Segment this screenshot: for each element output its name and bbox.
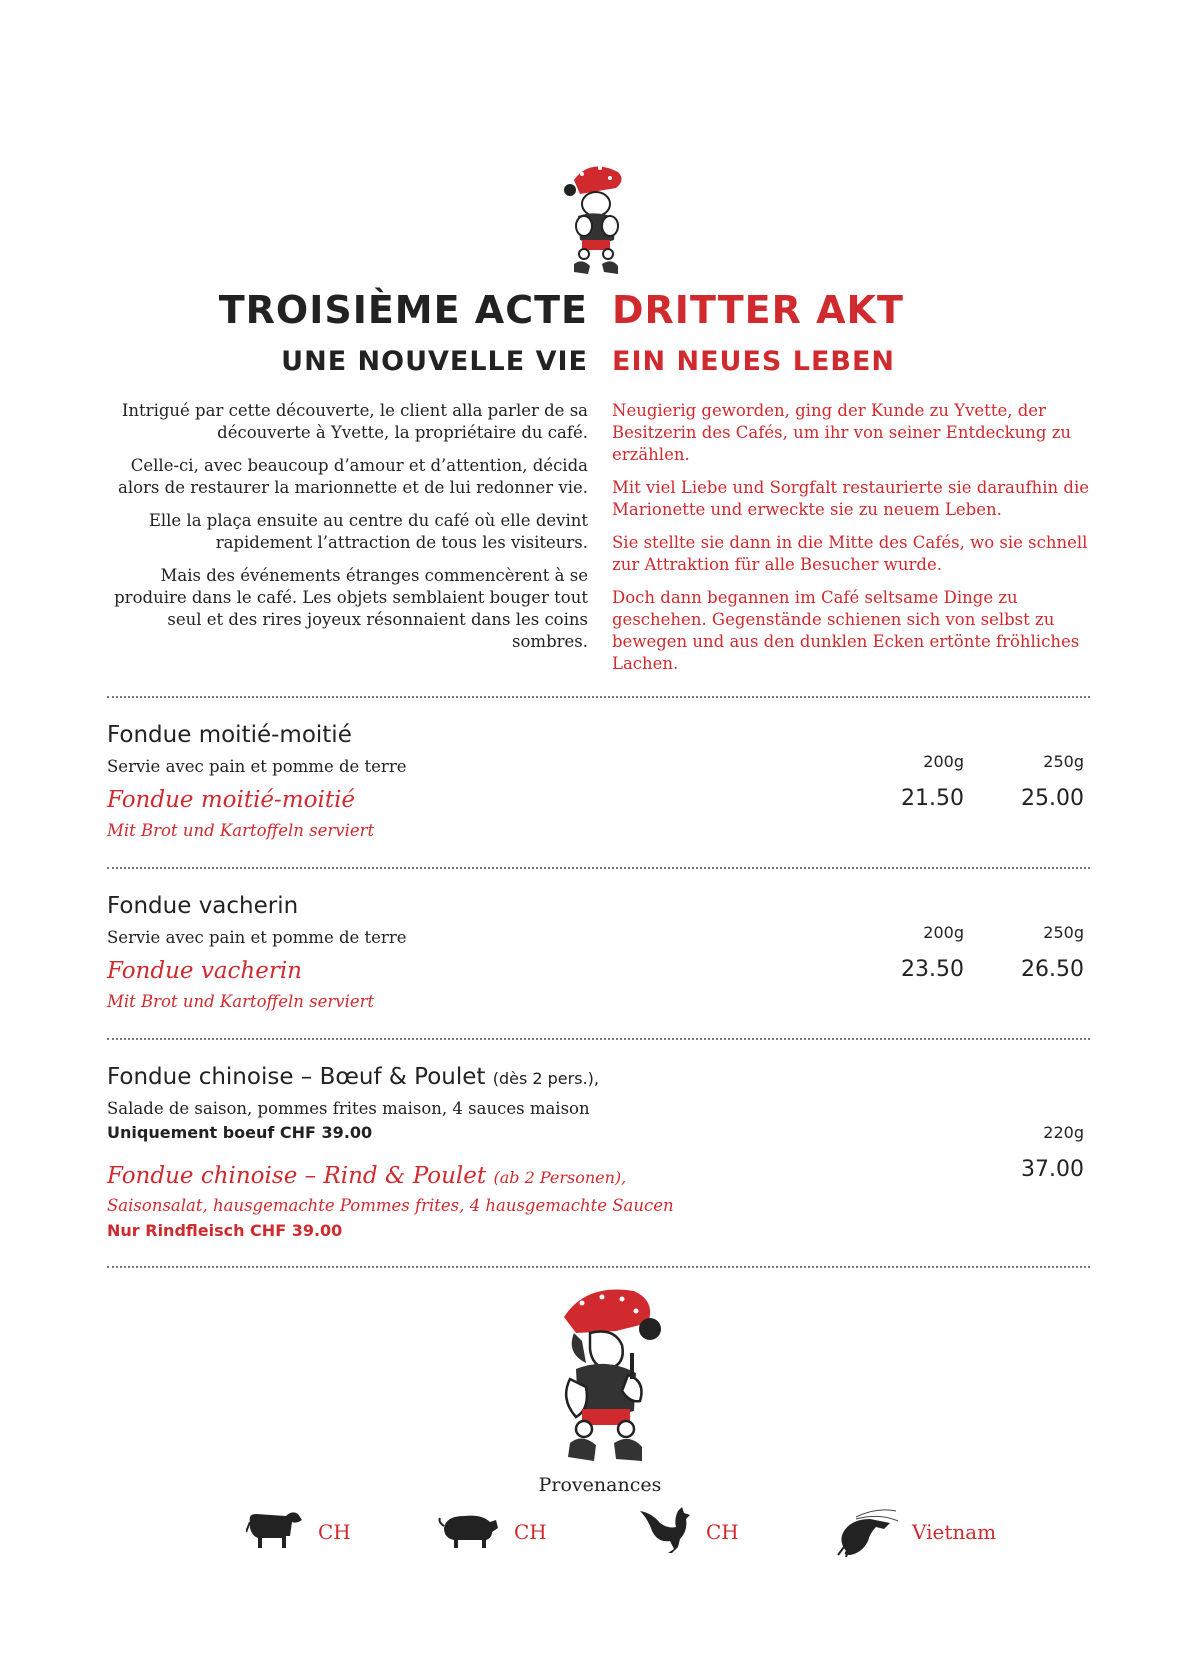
item-name-fr-note: (dès 2 pers.), bbox=[492, 1069, 599, 1088]
pig-icon bbox=[438, 1510, 500, 1554]
story-fr bbox=[96, 400, 588, 664]
title-fr: TROISIÈME ACTE bbox=[218, 288, 588, 332]
story-fr-paragraph: Celle-ci, avec beaucoup d’amour et d’attention, décida alors de restaurer la marionnette et de lui redonner vie. bbox=[118, 456, 588, 497]
subtitle-de: EIN NEUES LEBEN bbox=[612, 346, 896, 377]
shrimp-icon bbox=[836, 1503, 898, 1561]
size-label: 250g bbox=[1043, 923, 1084, 942]
origin-text: CH bbox=[318, 1520, 351, 1544]
item-name-de-text: Fondue chinoise – Rind & Poulet bbox=[107, 1163, 487, 1189]
divider bbox=[107, 1266, 1090, 1268]
item-name-fr bbox=[107, 1064, 599, 1090]
item-note-fr: Uniquement boeuf CHF 39.00 bbox=[107, 1123, 373, 1142]
item-desc-de: Mit Brot und Kartoffeln serviert bbox=[107, 992, 375, 1011]
divider bbox=[107, 867, 1090, 869]
story-fr-paragraph: Mais des événements étranges commencèrent à se produire dans le café. Les objets semblaient bouger tout seul et des rires joyeux résonnaient dans les coins sombres. bbox=[114, 566, 588, 651]
item-desc-de: Mit Brot und Kartoffeln serviert bbox=[107, 821, 375, 840]
size-label: 200g bbox=[923, 923, 964, 942]
provenances-label: Provenances bbox=[538, 1474, 662, 1496]
divider bbox=[107, 1038, 1090, 1040]
story-fr-paragraph: Elle la plaça ensuite au centre du café où elle devint rapidement l’attraction de tous les visiteurs. bbox=[148, 511, 588, 552]
puppet-illustration-top bbox=[560, 160, 630, 278]
item-name-de: Fondue moitié-moitié bbox=[107, 787, 356, 813]
provenance-item-chicken bbox=[638, 1505, 739, 1559]
price: 21.50 bbox=[901, 786, 964, 811]
price: 37.00 bbox=[1021, 1157, 1084, 1182]
item-name-de bbox=[107, 1163, 626, 1189]
story-de-paragraph: Doch dann begannen im Café seltsame Dinge zu geschehen. Gegenstände schienen sich von selbst zu bewegen und aus den dunklen Ecken ertönte fröhliches Lachen. bbox=[612, 588, 1080, 673]
story-de-paragraph: Sie stellte sie dann in die Mitte des Cafés, wo sie schnell zur Attraktion für alle Besucher wurde. bbox=[612, 533, 1088, 574]
title-de: DRITTER AKT bbox=[612, 288, 904, 332]
story-de-paragraph: Mit viel Liebe und Sorgfalt restaurierte sie daraufhin die Marionette und erweckte sie zu neuem Leben. bbox=[612, 478, 1090, 519]
item-name-de-note: (ab 2 Personen), bbox=[493, 1168, 627, 1187]
item-name-fr: Fondue moitié-moitié bbox=[107, 722, 352, 748]
puppet-illustration-bottom bbox=[556, 1283, 666, 1465]
item-note-de: Nur Rindfleisch CHF 39.00 bbox=[107, 1221, 343, 1240]
story-fr-paragraph: Intrigué par cette découverte, le client alla parler de sa découverte à Yvette, la propriétaire du café. bbox=[121, 401, 588, 442]
divider bbox=[107, 696, 1090, 698]
price: 26.50 bbox=[1021, 957, 1084, 982]
size-label: 250g bbox=[1043, 752, 1084, 771]
origin-text: CH bbox=[706, 1520, 739, 1544]
subtitle-fr: UNE NOUVELLE VIE bbox=[281, 346, 588, 377]
provenance-item-shrimp bbox=[836, 1505, 996, 1559]
price: 25.00 bbox=[1021, 786, 1084, 811]
item-desc-fr: Salade de saison, pommes frites maison, 4 sauces maison bbox=[107, 1099, 590, 1118]
item-name-de: Fondue vacherin bbox=[107, 958, 302, 984]
item-desc-fr: Servie avec pain et pomme de terre bbox=[107, 757, 407, 776]
size-label: 200g bbox=[923, 752, 964, 771]
cow-icon bbox=[246, 1508, 304, 1556]
origin-text: CH bbox=[514, 1520, 547, 1544]
item-name-fr-text: Fondue chinoise – Bœuf & Poulet bbox=[107, 1064, 486, 1090]
story-de bbox=[612, 400, 1112, 686]
item-name-fr: Fondue vacherin bbox=[107, 893, 299, 919]
provenance-item-cow bbox=[246, 1505, 351, 1559]
provenance-item-pig bbox=[438, 1505, 547, 1559]
item-desc-de: Saisonsalat, hausgemachte Pommes frites, 4 hausgemachte Saucen bbox=[107, 1196, 674, 1215]
item-desc-fr: Servie avec pain et pomme de terre bbox=[107, 928, 407, 947]
origin-text: Vietnam bbox=[912, 1520, 997, 1544]
chicken-icon bbox=[638, 1505, 692, 1559]
size-label: 220g bbox=[1043, 1123, 1084, 1142]
price: 23.50 bbox=[901, 957, 964, 982]
story-de-paragraph: Neugierig geworden, ging der Kunde zu Yvette, der Besitzerin des Cafés, um ihr von seiner Entdeckung zu erzählen. bbox=[612, 401, 1072, 464]
